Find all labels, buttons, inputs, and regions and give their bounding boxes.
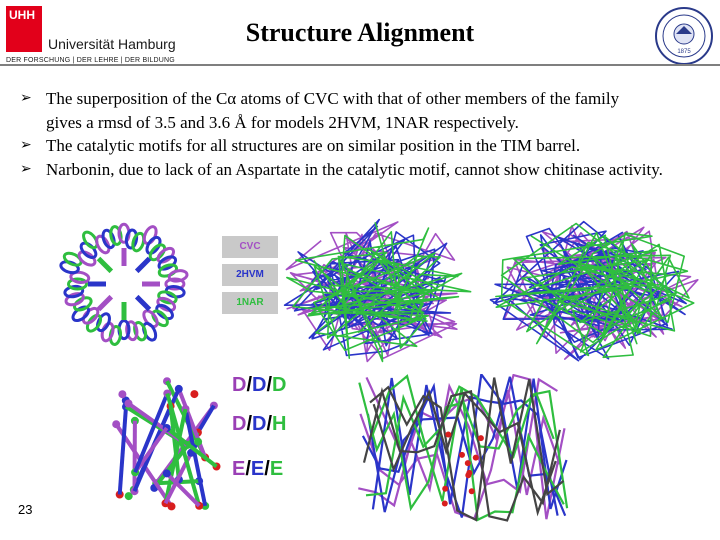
page-number: 23 — [18, 502, 33, 517]
strand-ribbon — [137, 297, 150, 310]
motif-label-1 — [232, 374, 286, 397]
strand-ribbon — [137, 259, 150, 272]
active-site-atom — [442, 501, 448, 507]
legend-cvc: CVC — [222, 236, 278, 258]
motif-2-1nar: H — [272, 413, 287, 435]
active-site-atom — [473, 455, 479, 461]
motif-1-1nar: D — [272, 374, 287, 396]
active-site-atom — [459, 452, 465, 458]
catalytic-residues-image — [104, 374, 234, 518]
motif-2-2hvm: D — [252, 413, 267, 435]
motif-1-2hvm: D — [252, 374, 267, 396]
header-divider — [0, 64, 720, 66]
university-tagline: DER FORSCHUNG | DER LEHRE | DER BILDUNG — [6, 57, 175, 64]
motif-2-sep: / — [266, 413, 273, 435]
slide-title: Structure Alignment — [245, 18, 475, 47]
motif-3-cvc: E — [232, 458, 246, 480]
motif-3-1nar: E — [269, 458, 284, 480]
motif-label-3 — [232, 458, 286, 481]
active-site-atom — [469, 488, 475, 494]
active-site-atom — [465, 472, 471, 478]
bond — [120, 407, 126, 495]
bullet-text: The superposition of the Cα atoms of CVC with that of other members of the family — [46, 89, 620, 108]
seal-year: 1875 — [677, 49, 691, 55]
strand-ribbon — [99, 297, 112, 310]
motif-2-sep: / — [246, 413, 253, 435]
university-seal-icon — [654, 6, 714, 66]
motif-3-sep: / — [264, 458, 270, 480]
arrow-bullet-icon: ➢ — [20, 90, 32, 106]
active-site-atom — [478, 435, 484, 441]
bullet-text-continued: gives a rmsd of 3.5 and 3.6 Å for models 2HVM, 1NAR respectively. — [46, 112, 519, 132]
legend-1nar: 1NAR — [222, 292, 278, 314]
bullet-item — [20, 87, 710, 134]
atom — [118, 390, 126, 398]
calpha-trace-image-2 — [488, 218, 700, 362]
arrow-bullet-icon: ➢ — [20, 137, 32, 153]
bullet-text: The catalytic motifs for all structures are on similar position in the TIM barrel. — [46, 136, 581, 155]
motif-labels — [232, 374, 286, 481]
motif-1-sep: / — [266, 374, 273, 396]
bullet-text: Narbonin, due to lack of an Aspartate in the catalytic motif, cannot show chitinase activity. — [46, 159, 663, 179]
active-site-closeup-image — [354, 374, 572, 522]
motif-label-2 — [232, 413, 286, 436]
active-site-atom — [445, 432, 451, 438]
calpha-trace-image — [282, 216, 472, 364]
ribbon-superposition-image — [38, 218, 218, 358]
bullet-item — [20, 134, 710, 158]
uhh-logo-mark: UHH — [6, 6, 42, 52]
motif-1-sep: / — [246, 374, 253, 396]
legend-2hvm: 2HVM — [222, 264, 278, 286]
atom — [194, 438, 202, 446]
bullet-list — [20, 87, 710, 181]
arrow-bullet-icon: ➢ — [20, 160, 32, 177]
atom — [125, 400, 133, 408]
atom — [190, 390, 198, 398]
motif-1-cvc: D — [232, 374, 247, 396]
structure-legend — [222, 236, 278, 314]
helix-ribbon — [64, 285, 83, 298]
motif-3-sep: / — [245, 458, 251, 480]
strand-ribbon — [99, 259, 112, 272]
active-site-atom — [442, 486, 448, 492]
bond — [198, 406, 214, 433]
atom — [163, 469, 171, 477]
bullet-item — [20, 158, 710, 182]
university-name: Universität Hamburg — [48, 36, 176, 52]
motif-3-2hvm: E — [250, 458, 265, 480]
active-site-atom — [465, 460, 471, 466]
helix-ribbon — [101, 229, 116, 249]
motif-2-cvc: D — [232, 413, 247, 435]
